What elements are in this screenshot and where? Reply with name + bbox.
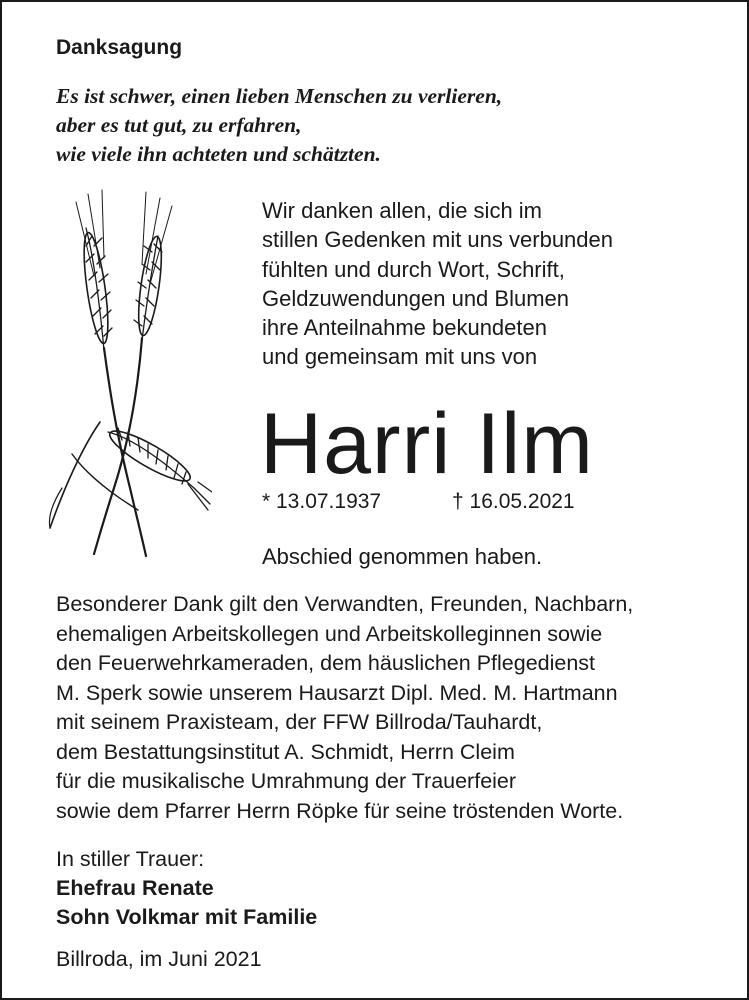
memorial-quote xyxy=(56,82,502,169)
mourners-block xyxy=(56,845,317,932)
wheat-ears-icon xyxy=(42,188,212,560)
thanks-line: sowie dem Pfarrer Herrn Röpke für seine tröstenden Worte. xyxy=(56,798,624,823)
intro-line: ihre Anteilnahme bekundeten xyxy=(262,315,547,341)
mourner-name: Ehefrau Renate xyxy=(56,876,214,900)
mourner-name: Sohn Volkmar mit Familie xyxy=(56,905,318,929)
special-thanks xyxy=(56,590,633,826)
intro-line: Wir danken allen, die sich im xyxy=(262,198,543,223)
intro-line: stillen Gedenken mit uns verbunden xyxy=(262,227,613,253)
notice-heading: Danksagung xyxy=(56,36,183,59)
intro-line: und gemeinsam mit uns von xyxy=(262,344,538,370)
death-date: † 16.05.2021 xyxy=(452,490,575,513)
quote-line: wie viele ihn achteten und schätzten. xyxy=(56,142,381,166)
quote-line: aber es tut gut, zu erfahren, xyxy=(56,113,302,137)
thanks-line: für die musikalische Umrahmung der Trauerfeier xyxy=(56,769,517,793)
thanks-line: dem Bestattungsinstitut A. Schmidt, Herrn Cleim xyxy=(56,739,515,764)
thanks-line: mit seinem Praxisteam, der FFW Billroda/Tauhardt, xyxy=(56,710,543,734)
thanks-line: M. Sperk sowie unserem Hausarzt Dipl. Med. M. Hartmann xyxy=(56,680,618,705)
intro-line: fühlten und durch Wort, Schrift, xyxy=(262,256,565,282)
thanks-intro xyxy=(262,196,613,372)
deceased-name: Harri Ilm xyxy=(260,396,594,492)
thanks-line: Besonderer Dank gilt den Verwandten, Freunden, Nachbarn, xyxy=(56,592,634,616)
birth-date: * 13.07.1937 xyxy=(262,490,382,513)
thanks-line: den Feuerwehrkameraden, dem häuslichen Pflegedienst xyxy=(56,651,596,675)
mourning-intro: In stiller Trauer: xyxy=(56,847,205,871)
quote-line: Es ist schwer, einen lieben Menschen zu verlieren, xyxy=(56,84,503,108)
place-date: Billroda, im Juni 2021 xyxy=(56,947,262,971)
intro-line: Geldzuwendungen und Blumen xyxy=(262,285,570,311)
thanks-line: ehemaligen Arbeitskollegen und Arbeitskolleginnen sowie xyxy=(56,621,603,646)
farewell-line: Abschied genommen haben. xyxy=(262,544,543,569)
